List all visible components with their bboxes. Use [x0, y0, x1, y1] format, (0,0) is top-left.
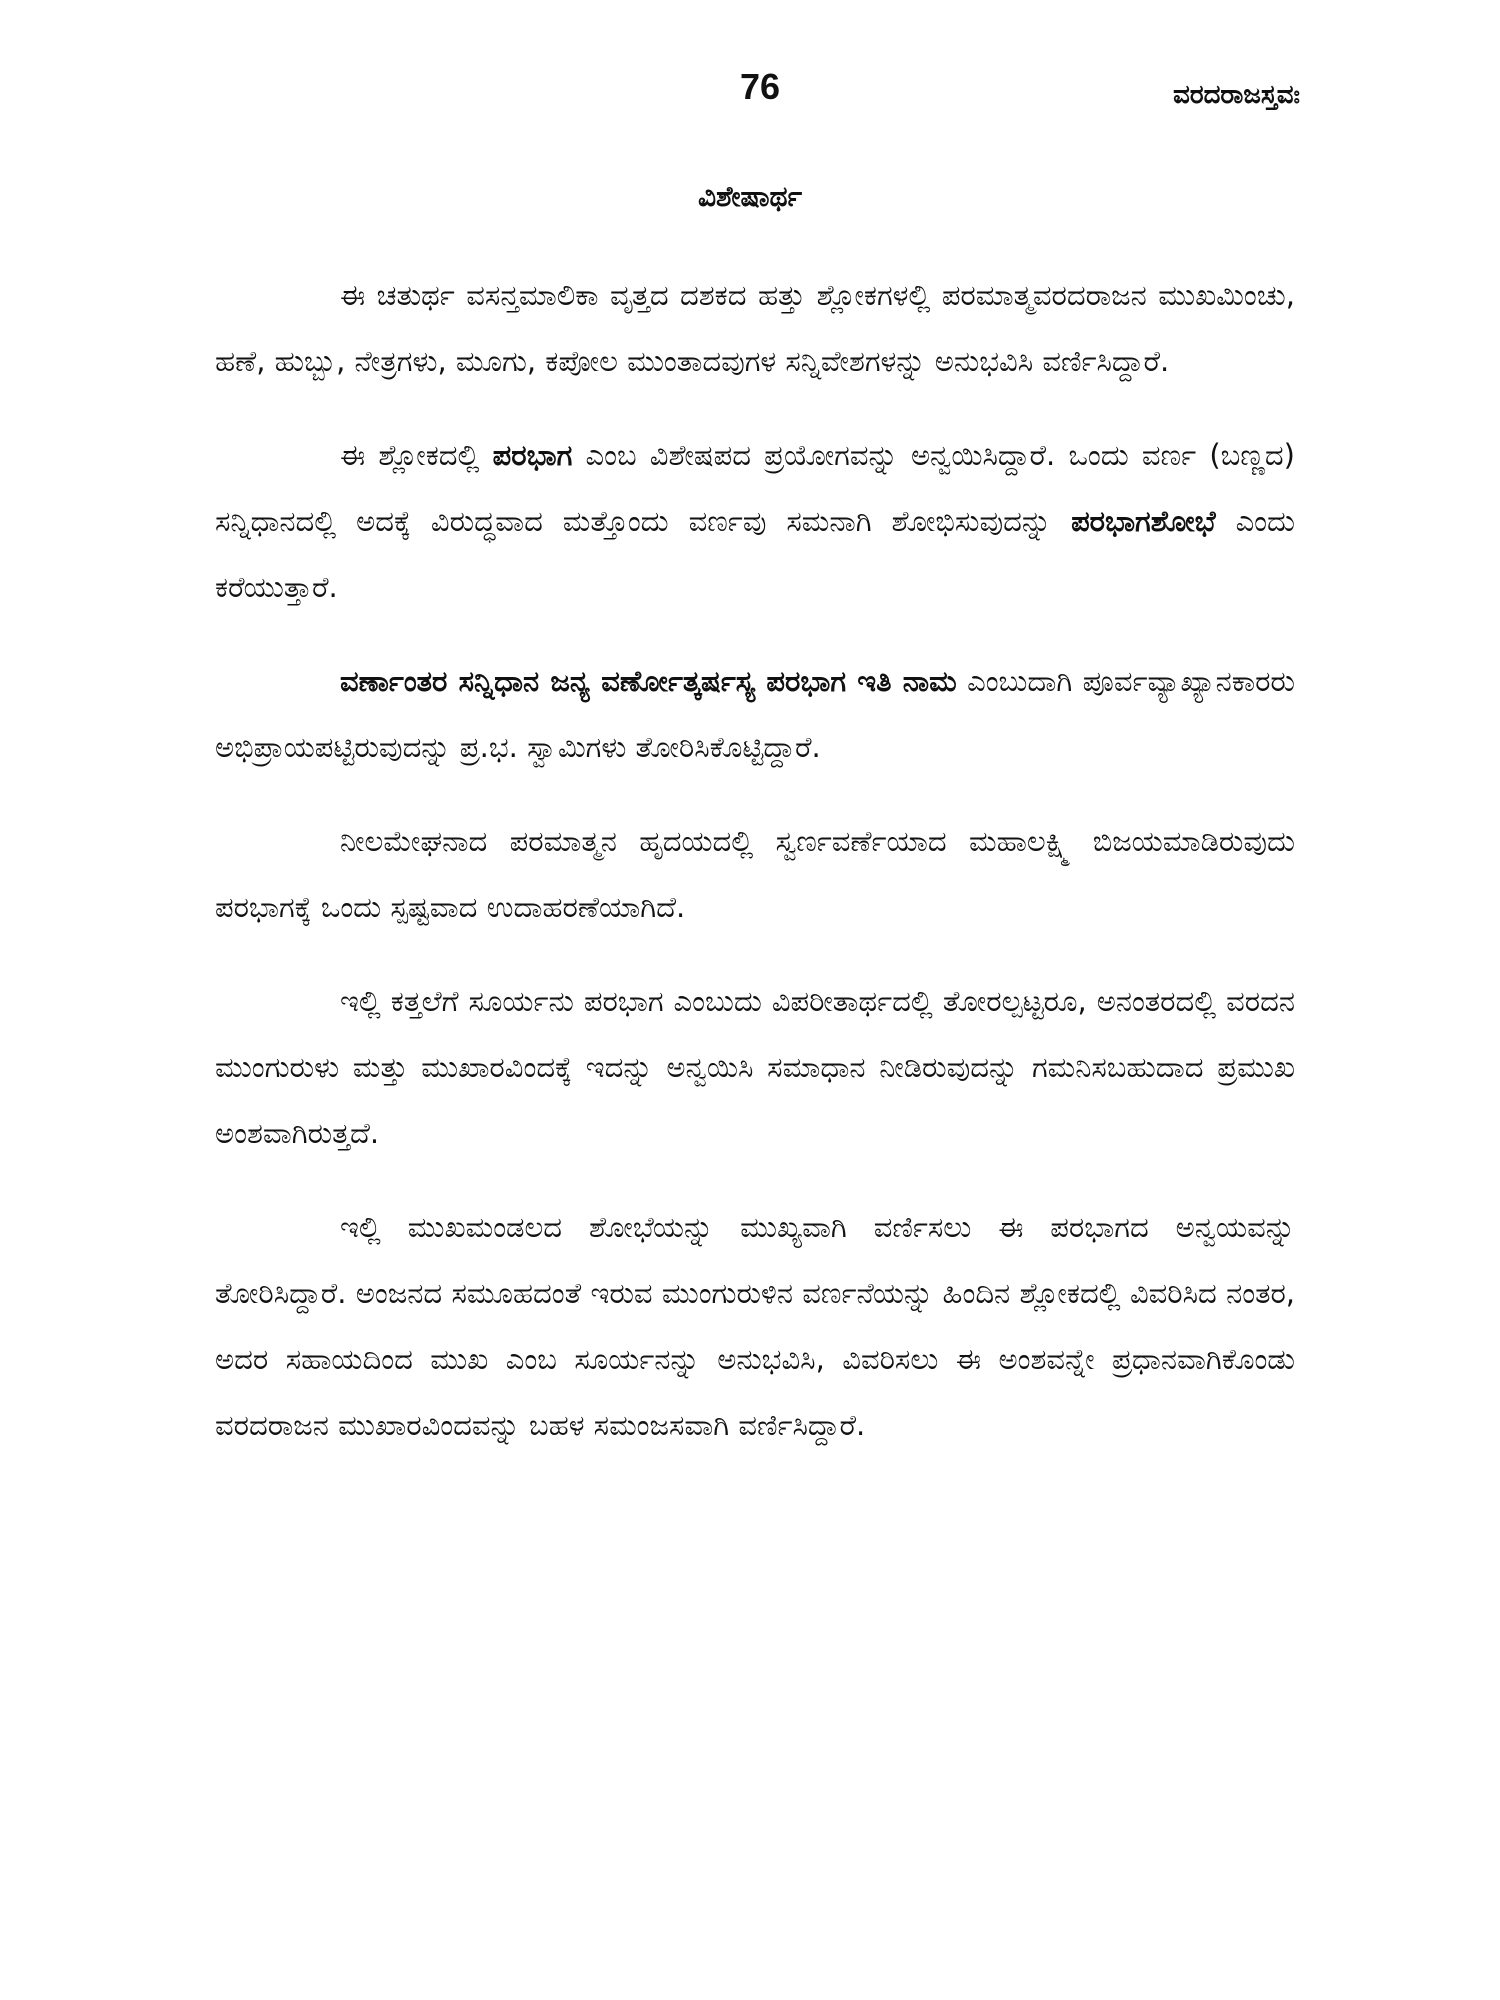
paragraph-3	[215, 648, 1295, 780]
paragraph-2-text-3: ಎಂದು ಕರೆಯುತ್ತಾರೆ.	[215, 504, 1295, 604]
quoted-definition: ವರ್ಣಾಂತರ ಸನ್ನಿಧಾನ ಜನ್ಯ ವರ್ಣೋತ್ಕರ್ಷಸ್ಯ ಪರಭಾಗ ಇತಿ ನಾಮ	[340, 664, 957, 698]
paragraph-2	[215, 422, 1295, 620]
body-text	[215, 262, 1295, 1486]
paragraph-3-text: ಎಂಬುದಾಗಿ ಪೂರ್ವವ್ಯಾಖ್ಯಾನಕಾರರು ಅಭಿಪ್ರಾಯಪಟ್ಟಿರುವುದನ್ನು ಪ್ರ.ಭ. ಸ್ವಾಮಿಗಳು ತೋರಿಸಿಕೊಟ್ಟಿದ್ದಾರೆ.	[215, 664, 1295, 764]
running-title: ವರದರಾಜಸ್ತವಃ	[1173, 80, 1300, 110]
paragraph-2-text-1: ಈ ಶ್ಲೋಕದಲ್ಲಿ	[340, 438, 493, 472]
term-parabhaga: ಪರಭಾಗ	[492, 438, 573, 472]
paragraph-5: ಇಲ್ಲಿ ಕತ್ತಲೆಗೆ ಸೂರ್ಯನು ಪರಭಾಗ ಎಂಬುದು ವಿಪರೀತಾರ್ಥದಲ್ಲಿ ತೋರಲ್ಪಟ್ಟರೂ, ಅನಂತರದಲ್ಲಿ ವರದನ ಮುಂಗುರುಳು ಮತ್ತು ಮುಖಾರವಿಂದಕ್ಕೆ ಇದನ್ನು ಅನ್ವಯಿಸಿ ಸಮಾಧಾನ ನೀಡಿರುವುದನ್ನು ಗಮನಿಸಬಹುದಾದ ಪ್ರಮುಖ ಅಂಶವಾಗಿರುತ್ತದೆ.	[215, 984, 1295, 1150]
page-number: 76	[739, 66, 781, 107]
paragraph-4: ನೀಲಮೇಘನಾದ ಪರಮಾತ್ಮನ ಹೃದಯದಲ್ಲಿ ಸ್ವರ್ಣವರ್ಣೆಯಾದ ಮಹಾಲಕ್ಷ್ಮಿ ಬಿಜಯಮಾಡಿರುವುದು ಪರಭಾಗಕ್ಕೆ ಒಂದು ಸ್ಪಷ್ಟವಾದ ಉದಾಹರಣೆಯಾಗಿದೆ.	[215, 824, 1295, 924]
paragraph-1: ಈ ಚತುರ್ಥ ವಸನ್ತಮಾಲಿಕಾ ವೃತ್ತದ ದಶಕದ ಹತ್ತು ಶ್ಲೋಕಗಳಲ್ಲಿ ಪರಮಾತ್ಮವರದರಾಜನ ಮುಖಮಿಂಚು, ಹಣೆ, ಹುಬ್ಬು, ನೇತ್ರಗಳು, ಮೂಗು, ಕಪೋಲ ಮುಂತಾದವುಗಳ ಸನ್ನಿವೇಶಗಳನ್ನು ಅನುಭವಿಸಿ ವರ್ಣಿಸಿದ್ದಾರೆ.	[215, 278, 1295, 378]
paragraph-2-text-2: ಎಂಬ ವಿಶೇಷಪದ ಪ್ರಯೋಗವನ್ನು ಅನ್ವಯಿಸಿದ್ದಾರೆ. ಒಂದು ವರ್ಣ (ಬಣ್ಣದ) ಸನ್ನಿಧಾನದಲ್ಲಿ ಅದಕ್ಕೆ ವಿರುದ್ಧವಾದ ಮತ್ತೊಂದು ವರ್ಣವು ಸಮನಾಗಿ ಶೋಭಿಸುವುದನ್ನು	[215, 438, 1295, 538]
section-title: ವಿಶೇಷಾರ್ಥ	[697, 180, 803, 213]
paragraph-6: ಇಲ್ಲಿ ಮುಖಮಂಡಲದ ಶೋಭೆಯನ್ನು ಮುಖ್ಯವಾಗಿ ವರ್ಣಿಸಲು ಈ ಪರಭಾಗದ ಅನ್ವಯವನ್ನು ತೋರಿಸಿದ್ದಾರೆ. ಅಂಜನದ ಸಮೂಹದಂತೆ ಇರುವ ಮುಂಗುರುಳಿನ ವರ್ಣನೆಯನ್ನು ಹಿಂದಿನ ಶ್ಲೋಕದಲ್ಲಿ ವಿವರಿಸಿದ ನಂತರ, ಅದರ ಸಹಾಯದಿಂದ ಮುಖ ಎಂಬ ಸೂರ್ಯನನ್ನು ಅನುಭವಿಸಿ, ವಿವರಿಸಲು ಈ ಅಂಶವನ್ನೇ ಪ್ರಧಾನವಾಗಿಕೊಂಡು ವರದರಾಜನ ಮುಖಾರವಿಂದವನ್ನು ಬಹಳ ಸಮಂಜಸವಾಗಿ ವರ್ಣಿಸಿದ್ದಾರೆ.	[215, 1210, 1295, 1442]
term-parabhagashobhe: ಪರಭಾಗಶೋಭೆ	[1071, 504, 1216, 538]
